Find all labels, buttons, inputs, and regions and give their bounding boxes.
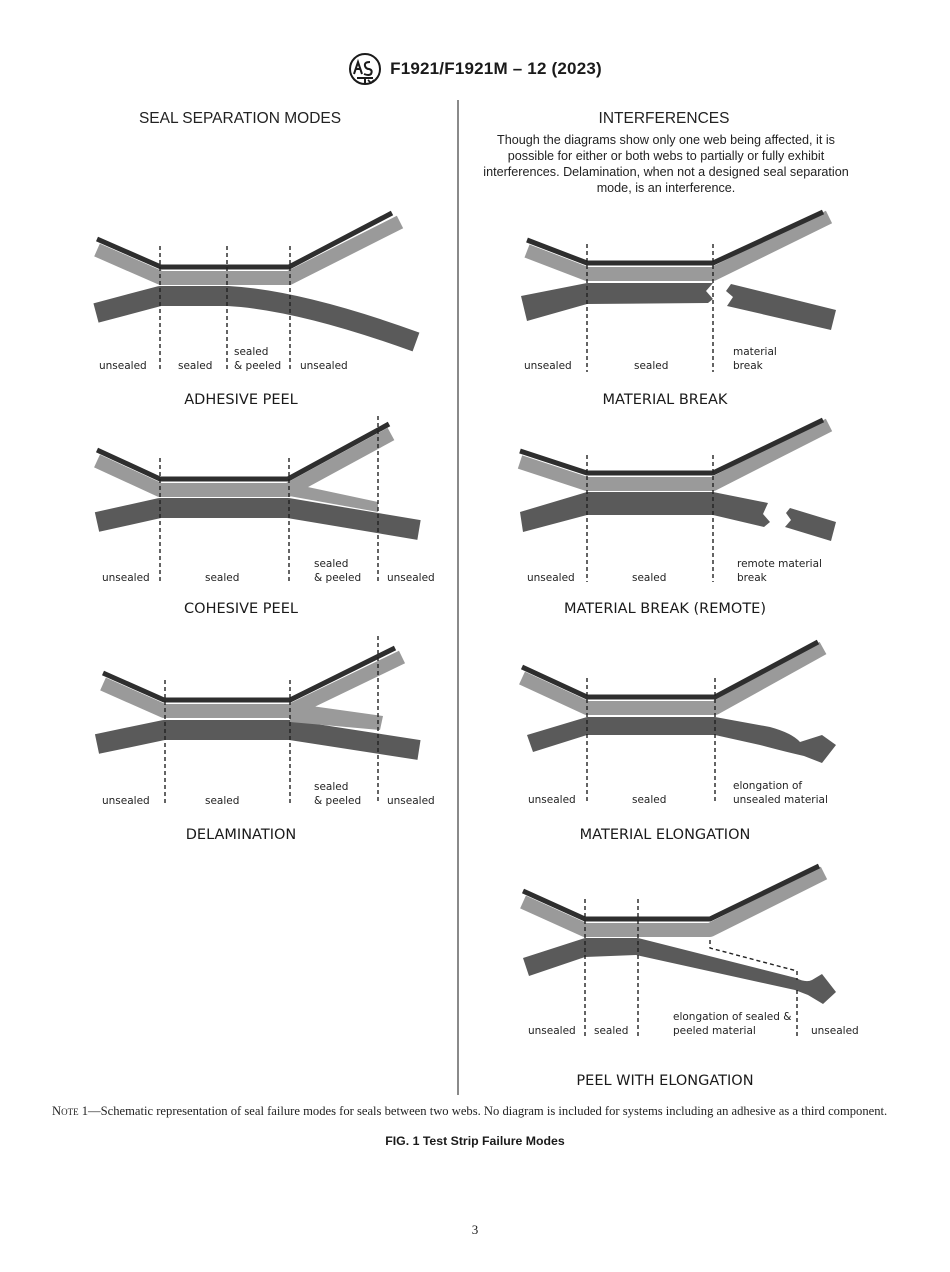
label-unsealed: unsealed bbox=[811, 1025, 859, 1037]
label-unsealed: unsealed bbox=[528, 794, 576, 806]
label-sealed: sealed bbox=[634, 360, 669, 372]
diagram-delamination bbox=[97, 636, 435, 843]
label-sealed: sealed bbox=[205, 795, 240, 807]
label-sealed: sealed bbox=[632, 794, 667, 806]
diagram-title: ADHESIVE PEEL bbox=[184, 392, 298, 408]
left-column-title: SEAL SEPARATION MODES bbox=[138, 110, 342, 127]
label-sealed: sealed bbox=[632, 572, 667, 584]
diagram-material-break bbox=[521, 212, 836, 408]
page-number: 3 bbox=[471, 1222, 479, 1237]
label-unsealed: unsealed bbox=[524, 360, 572, 372]
top-web-light-layer bbox=[97, 434, 391, 490]
right-column-title: INTERFERENCES bbox=[598, 110, 730, 127]
bottom-web-elongated bbox=[523, 938, 836, 1004]
label-unsealed: unsealed bbox=[387, 795, 435, 807]
bottom-web bbox=[96, 296, 416, 342]
note-text: —Schematic representation of seal failure modes for seals between two webs. No diagram is included for systems including an adhesive as a third component. bbox=[88, 1104, 888, 1118]
label-unsealed: unsealed bbox=[527, 572, 575, 584]
bottom-web-left-fragment bbox=[520, 492, 770, 532]
bottom-web bbox=[97, 508, 419, 530]
label-unsealed: unsealed bbox=[387, 572, 435, 584]
bottom-web-elongated bbox=[527, 717, 836, 763]
label-sealed-peeled-1: sealed bbox=[314, 558, 349, 570]
diagram-material-break-remote bbox=[520, 420, 836, 617]
bottom-web-right-fragment bbox=[726, 284, 836, 330]
label-remote-break-2: break bbox=[737, 572, 767, 584]
label-elongation-1: elongation of sealed & bbox=[673, 1011, 792, 1023]
figure-caption: FIG. 1 Test Strip Failure Modes bbox=[385, 1134, 565, 1148]
bottom-web-left-fragment bbox=[521, 283, 713, 321]
label-unsealed: unsealed bbox=[102, 572, 150, 584]
diagram-title: COHESIVE PEEL bbox=[184, 601, 298, 617]
diagram-material-elongation bbox=[522, 642, 836, 843]
label-sealed: sealed bbox=[205, 572, 240, 584]
bottom-web-remote-fragment bbox=[785, 508, 836, 541]
diagram-title: MATERIAL ELONGATION bbox=[579, 827, 751, 843]
label-unsealed: unsealed bbox=[300, 360, 348, 372]
diagram-title: DELAMINATION bbox=[185, 827, 297, 843]
label-sealed-peeled-2: & peeled bbox=[314, 795, 362, 807]
diagram-adhesive-peel bbox=[96, 213, 416, 408]
label-sealed-peeled-2: & peeled bbox=[314, 572, 362, 584]
label-unsealed: unsealed bbox=[99, 360, 147, 372]
diagram-title: MATERIAL BREAK bbox=[602, 392, 728, 408]
label-elongation-1: elongation of bbox=[733, 780, 803, 792]
diagram-title: MATERIAL BREAK (REMOTE) bbox=[564, 601, 766, 617]
label-material-break-2: break bbox=[733, 360, 763, 372]
label-elongation-2: peeled material bbox=[673, 1025, 756, 1037]
figure-note bbox=[52, 1103, 902, 1119]
label-material-break-1: material bbox=[733, 346, 777, 358]
label-sealed-peeled-1: sealed bbox=[234, 346, 269, 358]
label-unsealed: unsealed bbox=[102, 795, 150, 807]
label-sealed-peeled-1: sealed bbox=[314, 781, 349, 793]
diagram-peel-with-elongation bbox=[523, 866, 859, 1089]
document-designation: F1921/F1921M – 12 (2023) bbox=[390, 59, 602, 78]
label-sealed-peeled-2: & peeled bbox=[234, 360, 282, 372]
label-sealed: sealed bbox=[594, 1025, 629, 1037]
top-web-dark-layer bbox=[97, 213, 392, 267]
label-sealed: sealed bbox=[178, 360, 213, 372]
bottom-web bbox=[97, 730, 419, 750]
diagram-title: PEEL WITH ELONGATION bbox=[576, 1073, 754, 1089]
label-remote-break-1: remote material bbox=[737, 558, 822, 570]
label-unsealed: unsealed bbox=[528, 1025, 576, 1037]
interferences-intro: Though the diagrams show only one web being affected, it is possible for either or both webs to partially or fully exhibit interferences. Delamination, when not a designed seal separation mode, is an interference. bbox=[483, 133, 849, 195]
diagram-cohesive-peel bbox=[97, 416, 435, 617]
label-elongation-2: unsealed material bbox=[733, 794, 828, 806]
note-label: Note 1 bbox=[52, 1104, 89, 1118]
